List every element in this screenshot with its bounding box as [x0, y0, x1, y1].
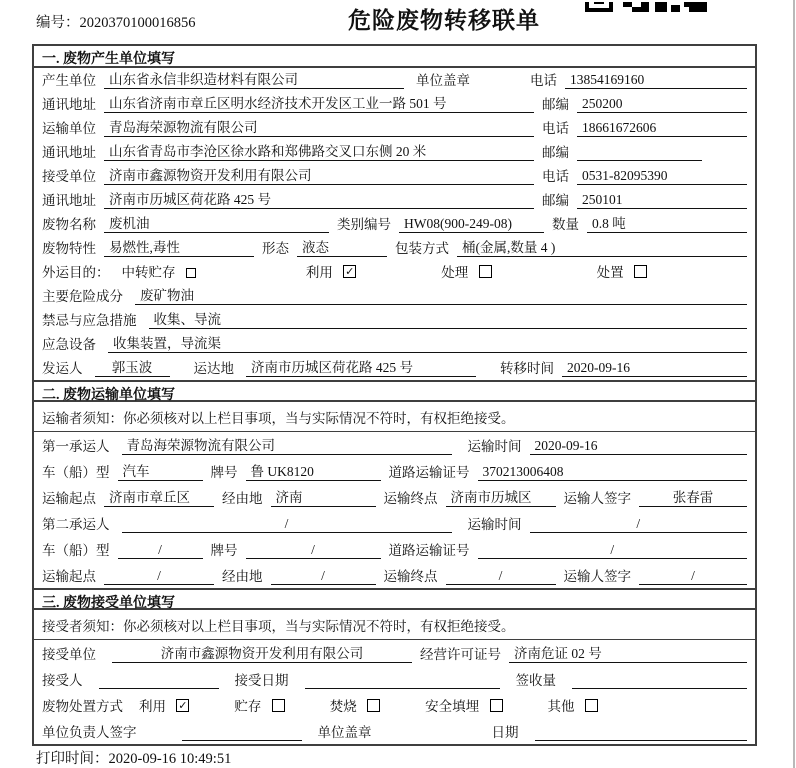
hazard-value: 废矿物油: [135, 284, 747, 305]
row-producer-address: [34, 92, 755, 116]
checkbox-icon: [634, 265, 647, 278]
row-transporter: [34, 116, 755, 140]
row-waste-character: [34, 236, 755, 260]
plate1-value: 鲁 UK8120: [246, 460, 381, 481]
zip3-value: 250101: [577, 192, 747, 209]
section1-body: [34, 68, 755, 380]
addr3-value: 济南市历城区荷花路 425 号: [104, 188, 534, 209]
section2-body: [34, 402, 755, 588]
purpose-option-dispose: [597, 261, 647, 281]
purpose-option-utilize: [306, 261, 356, 281]
character-value: 易燃性,毒性: [104, 236, 254, 257]
packing-label: 包装方式: [395, 241, 449, 256]
transport-time2-label: 运输时间: [467, 517, 522, 532]
row-taboo-measures: [34, 308, 755, 332]
vehicle2-value: /: [118, 542, 203, 559]
disposal-option-other: [548, 695, 598, 715]
receiver-notice: 接受者须知：你必须核对以上栏目事项，当与实际情况不符时，有权拒绝接受。: [34, 610, 755, 640]
checkbox-icon: [585, 699, 598, 712]
checkbox-label: 中转贮存: [121, 265, 176, 280]
license-label: 经营许可证号: [420, 647, 501, 662]
transporter-notice: 运输者须知：你必须核对以上栏目事项，当与实际情况不符时，有权拒绝接受。: [34, 402, 755, 432]
checkbox-icon: [367, 699, 380, 712]
disposal-option-storage: [234, 695, 284, 715]
row-first-carrier: [34, 432, 755, 458]
receive-person-label: 接受人: [42, 673, 83, 688]
qty-label: 数量: [552, 217, 579, 232]
row-vehicle1: [34, 458, 755, 484]
road-permit2-label: 道路运输证号: [388, 543, 470, 558]
manifest-form: [32, 44, 757, 746]
responsible-sign-value: [182, 724, 302, 741]
carrier1-value: 青岛海荣源物流有限公司: [122, 434, 452, 455]
origin2-value: /: [104, 568, 214, 585]
checkbox-label: 处理: [441, 265, 469, 280]
checkbox-checked-icon: ✓: [178, 700, 188, 712]
qty-value: 0.8 吨: [587, 212, 747, 233]
row-shipper: [34, 356, 755, 380]
origin2-label: 运输起点: [42, 569, 96, 584]
disposal-option-utilize: [139, 695, 189, 715]
checkbox-label: 处置: [596, 265, 624, 280]
row-transporter-address: [34, 140, 755, 164]
origin1-value: 济南市章丘区: [104, 486, 214, 507]
receiver-value: 济南市鑫源物资开发利用有限公司: [104, 164, 534, 185]
unit-seal2-label: 单位盖章: [317, 725, 372, 740]
date2-label: 日期: [491, 725, 519, 740]
hazard-label: 主要危险成分: [42, 289, 123, 304]
phone2-label: 电话: [542, 121, 569, 136]
carrier2-label: 第二承运人: [42, 517, 110, 532]
row-hazard-component: [34, 284, 755, 308]
via2-value: /: [271, 568, 376, 585]
purpose-option-transfer-storage: [122, 261, 196, 281]
end1-value: 济南市历城区: [446, 486, 556, 507]
carrier-sign2-label: 运输人签字: [563, 569, 631, 584]
document-title: 危险废物转移联单: [348, 8, 540, 33]
character-label: 废物特性: [42, 241, 96, 256]
received-amount-label: 签收量: [515, 673, 556, 688]
addr2-label: 通讯地址: [42, 145, 96, 160]
phone1-value: 13854169160: [565, 72, 747, 89]
carrier-sign1-value: 张春雷: [639, 486, 747, 507]
transfer-time-label: 转移时间: [500, 361, 554, 376]
transport-time1-label: 运输时间: [467, 439, 522, 454]
vehicle1-value: 汽车: [118, 460, 203, 481]
form-value: 液态: [297, 236, 387, 257]
addr1-value: 山东省济南市章丘区明水经济技术开发区工业一路 501 号: [104, 92, 534, 113]
row-receiver-person: [34, 666, 755, 692]
end1-label: 运输终点: [383, 491, 438, 506]
taboo-value: 收集、导流: [149, 308, 748, 329]
zip3-label: 邮编: [542, 193, 569, 208]
checkbox-label: 利用: [139, 699, 166, 714]
receiving-unit-label: 接受单位: [42, 647, 96, 662]
carrier2-value: /: [122, 516, 452, 533]
disposal-option-incinerate: [330, 695, 380, 715]
addr1-label: 通讯地址: [42, 97, 96, 112]
receive-date-value: [305, 672, 500, 689]
checkbox-label: 安全填埋: [425, 699, 480, 714]
section1-header: 一. 废物产生单位填写: [34, 46, 755, 68]
phone3-label: 电话: [542, 169, 569, 184]
equip-label: 应急设备: [42, 337, 96, 352]
row-route1: [34, 484, 755, 510]
row-responsible-signature: [34, 718, 755, 744]
row-emergency-equipment: [34, 332, 755, 356]
row-disposal-method: [34, 692, 755, 718]
row-producer: [34, 68, 755, 92]
packing-value: 桶(金属,数量 4 ): [457, 236, 747, 257]
purpose-label: 外运目的：: [42, 265, 110, 280]
checkbox-label: 利用: [305, 265, 333, 280]
category-value: HW08(900-249-08): [399, 216, 544, 233]
carrier1-label: 第一承运人: [42, 439, 110, 454]
document-number-label: 编号：: [36, 15, 80, 31]
shipper-value: 郭玉波: [95, 356, 170, 377]
zip1-value: 250200: [577, 96, 747, 113]
transport-time2-value: /: [530, 516, 748, 533]
receive-date-label: 接受日期: [234, 673, 289, 688]
phone1-label: 电话: [530, 73, 557, 88]
plate1-label: 牌号: [210, 465, 238, 480]
road-permit2-value: /: [478, 542, 748, 559]
received-amount-value: [572, 672, 747, 689]
unit-seal-label: 单位盖章: [416, 73, 470, 88]
carrier-sign1-label: 运输人签字: [563, 491, 631, 506]
window-right-border: [793, 0, 795, 768]
checkbox-checked-icon: ✓: [345, 266, 355, 278]
addr3-label: 通讯地址: [42, 193, 96, 208]
transporter-label: 运输单位: [42, 121, 96, 136]
shipper-label: 发运人: [42, 361, 83, 376]
zip2-label: 邮编: [542, 145, 569, 160]
carrier-sign2-value: /: [639, 568, 747, 585]
dest-value: 济南市历城区荷花路 425 号: [246, 356, 476, 377]
purpose-option-treat: [441, 261, 491, 281]
receiving-unit-value: 济南市鑫源物资开发利用有限公司: [112, 642, 412, 663]
row-route2: [34, 562, 755, 588]
via1-value: 济南: [271, 486, 376, 507]
responsible-sign-label: 单位负责人签字: [42, 725, 137, 740]
disposal-label: 废物处置方式: [42, 699, 123, 714]
checkbox-icon: [186, 268, 196, 278]
plate2-value: /: [246, 542, 381, 559]
addr2-value: 山东省青岛市李沧区徐水路和郑佛路交叉口东侧 20 米: [104, 140, 534, 161]
checkbox-label: 焚烧: [329, 699, 357, 714]
license-value: 济南危证 02 号: [509, 642, 747, 663]
producer-label: 产生单位: [42, 73, 96, 88]
category-label: 类别编号: [337, 217, 391, 232]
producer-value: 山东省永信非织造材料有限公司: [104, 68, 404, 89]
document-number-value: 2020370100016856: [79, 15, 196, 31]
end2-value: /: [446, 568, 556, 585]
equip-value: 收集装置，导流渠: [108, 332, 747, 353]
plate2-label: 牌号: [210, 543, 238, 558]
zip2-value: [577, 144, 702, 161]
row-transfer-purpose: [34, 260, 755, 284]
checkbox-icon: [272, 699, 285, 712]
phone3-value: 0531-82095390: [577, 168, 747, 185]
waste-name-label: 废物名称: [42, 217, 96, 232]
via1-label: 经由地: [222, 491, 263, 506]
row-waste-name: [34, 212, 755, 236]
row-receiver: [34, 164, 755, 188]
section2-header: 二. 废物运输单位填写: [34, 380, 755, 402]
form-label: 形态: [262, 241, 289, 256]
taboo-label: 禁忌与应急措施: [42, 313, 137, 328]
end2-label: 运输终点: [383, 569, 438, 584]
transporter-value: 青岛海荣源物流有限公司: [104, 116, 534, 137]
row-receiving-unit: [34, 640, 755, 666]
date2-value: [535, 724, 748, 741]
via2-label: 经由地: [222, 569, 263, 584]
dest-label: 运达地: [193, 361, 234, 376]
receiver-label: 接受单位: [42, 169, 96, 184]
print-time: [36, 747, 231, 768]
checkbox-icon: [490, 699, 503, 712]
checkbox-label: 其他: [547, 699, 575, 714]
print-time-label: 打印时间：: [36, 751, 109, 767]
disposal-option-landfill: [425, 695, 502, 715]
vehicle2-label: 车（船）型: [42, 543, 110, 558]
transport-time1-value: 2020-09-16: [530, 438, 748, 455]
section3-body: [34, 610, 755, 744]
row-receiver-address: [34, 188, 755, 212]
row-vehicle2: [34, 536, 755, 562]
vehicle1-label: 车（船）型: [42, 465, 110, 480]
waste-name-value: 废机油: [104, 212, 329, 233]
checkbox-label: 贮存: [234, 699, 262, 714]
origin1-label: 运输起点: [42, 491, 96, 506]
road-permit1-value: 370213006408: [478, 464, 748, 481]
zip1-label: 邮编: [542, 97, 569, 112]
checkbox-icon: [479, 265, 492, 278]
phone2-value: 18661672606: [577, 120, 747, 137]
print-time-value: 2020-09-16 10:49:51: [108, 751, 232, 767]
section3-header: 三. 废物接受单位填写: [34, 588, 755, 610]
transfer-time-value: 2020-09-16: [562, 360, 747, 377]
row-second-carrier: [34, 510, 755, 536]
road-permit1-label: 道路运输证号: [388, 465, 470, 480]
receive-person-value: [99, 672, 219, 689]
